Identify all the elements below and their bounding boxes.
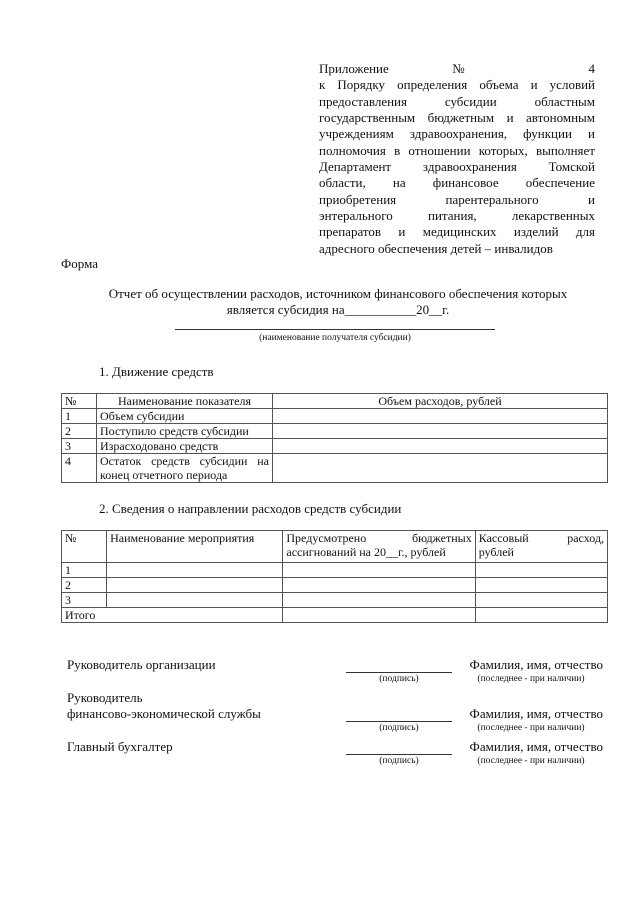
cell-name[interactable] xyxy=(107,578,283,593)
fio-caption: (последнее - при наличии) xyxy=(477,674,585,684)
signature-caption: (подпись) xyxy=(379,756,419,766)
row-number: 1 xyxy=(62,563,107,578)
row-value-cell[interactable] xyxy=(273,424,608,439)
row-value-cell[interactable] xyxy=(273,409,608,424)
cell-cash[interactable] xyxy=(475,578,607,593)
row-number: 3 xyxy=(62,439,97,454)
row-value-cell[interactable] xyxy=(273,454,608,483)
cell-plan-total[interactable] xyxy=(283,608,475,623)
fio-label: Фамилия, имя, отчество xyxy=(469,657,603,672)
signer-role-finance-line-1: Руководитель xyxy=(67,690,143,705)
header-cell: № xyxy=(62,531,107,563)
cell-cash-total[interactable] xyxy=(475,608,607,623)
table-row xyxy=(62,409,608,424)
row-name: Израсходовано средств xyxy=(97,439,273,454)
section-2-heading: 2. Сведения о направлении расходов средств субсидии xyxy=(99,501,402,516)
table-row xyxy=(62,439,608,454)
annex-line: препаратов и медицинских изделий для xyxy=(319,224,595,240)
annex-line: приобретения парентерального и xyxy=(319,191,595,207)
signature-line[interactable] xyxy=(346,721,452,722)
row-name-line: Остаток средств субсидии на xyxy=(100,454,269,468)
funds-movement-table xyxy=(61,393,608,483)
fio-caption: (последнее - при наличии) xyxy=(477,723,585,733)
header-cell: № xyxy=(62,394,97,409)
row-name: Объем субсидии xyxy=(97,409,273,424)
table-row xyxy=(62,593,608,608)
annex-line: государственным бюджетным и автономным xyxy=(319,110,595,126)
signature-caption: (подпись) xyxy=(379,674,419,684)
annex-line: к Порядку определения объема и условий xyxy=(319,77,595,93)
cell-plan[interactable] xyxy=(283,563,475,578)
row-number: 4 xyxy=(62,454,97,483)
row-number: 2 xyxy=(62,578,107,593)
cell-name[interactable] xyxy=(107,563,283,578)
annex-line: Приложение № 4 xyxy=(319,61,595,76)
annex-line: энтерального питания, лекарственных xyxy=(319,208,595,224)
section-1-heading: 1. Движение средств xyxy=(99,364,214,379)
report-title-line-2: является субсидия на___________20__г. xyxy=(226,302,450,317)
header-cell: Наименование мероприятия xyxy=(107,531,283,563)
cell-plan[interactable] xyxy=(283,578,475,593)
header-cell xyxy=(475,531,607,563)
header-line: рублей xyxy=(478,545,514,559)
total-label: Итого xyxy=(62,608,283,623)
row-number: 1 xyxy=(62,409,97,424)
table-row xyxy=(62,578,608,593)
annex-line: предоставления субсидии областным xyxy=(319,93,595,109)
annex-line: области, на финансовое обеспечение xyxy=(319,175,595,191)
table-row xyxy=(62,424,608,439)
signature-line[interactable] xyxy=(346,672,452,673)
table-row xyxy=(62,563,608,578)
report-title-line-1: Отчет об осуществлении расходов, источником финансового обеспечения которых xyxy=(108,286,568,301)
cell-plan[interactable] xyxy=(283,593,475,608)
header-cell: Наименование показателя xyxy=(97,394,273,409)
cell-name[interactable] xyxy=(107,593,283,608)
table-header-row xyxy=(62,394,608,409)
annex-line: Департамент здравоохранения Томской xyxy=(319,159,595,175)
fio-label: Фамилия, имя, отчество xyxy=(469,739,603,754)
recipient-fill-line[interactable] xyxy=(175,329,495,330)
cell-cash[interactable] xyxy=(475,563,607,578)
row-name xyxy=(97,454,273,483)
table-row xyxy=(62,454,608,483)
fio-caption: (последнее - при наличии) xyxy=(477,756,585,766)
row-name-line: конец отчетного периода xyxy=(100,468,228,482)
signer-role-head: Руководитель организации xyxy=(67,657,216,672)
row-name: Поступило средств субсидии xyxy=(97,424,273,439)
expense-directions-table xyxy=(61,530,608,623)
cell-cash[interactable] xyxy=(475,593,607,608)
form-label: Форма xyxy=(61,256,98,271)
annex-line: полномочия в отношении которых, выполняет xyxy=(319,142,595,158)
signature-line[interactable] xyxy=(346,754,452,755)
header-line: Предусмотрено бюджетных xyxy=(286,531,472,545)
header-line: ассигнований на 20__г., рублей xyxy=(286,545,446,559)
annex-line: адресного обеспечения детей – инвалидов xyxy=(319,240,553,256)
row-number: 3 xyxy=(62,593,107,608)
signer-role-finance-line-2: финансово-экономической службы xyxy=(67,706,261,721)
signature-caption: (подпись) xyxy=(379,723,419,733)
row-number: 2 xyxy=(62,424,97,439)
header-line: Кассовый расход, xyxy=(478,531,604,545)
row-value-cell[interactable] xyxy=(273,439,608,454)
header-cell xyxy=(283,531,475,563)
signer-role-accountant: Главный бухгалтер xyxy=(67,739,173,754)
total-row xyxy=(62,608,608,623)
recipient-caption: (наименование получателя субсидии) xyxy=(259,333,411,343)
annex-line: учреждениям здравоохранения, функции и xyxy=(319,126,595,142)
annex-block xyxy=(319,61,595,257)
fio-label: Фамилия, имя, отчество xyxy=(469,706,603,721)
table-header-row xyxy=(62,531,608,563)
header-cell: Объем расходов, рублей xyxy=(273,394,608,409)
